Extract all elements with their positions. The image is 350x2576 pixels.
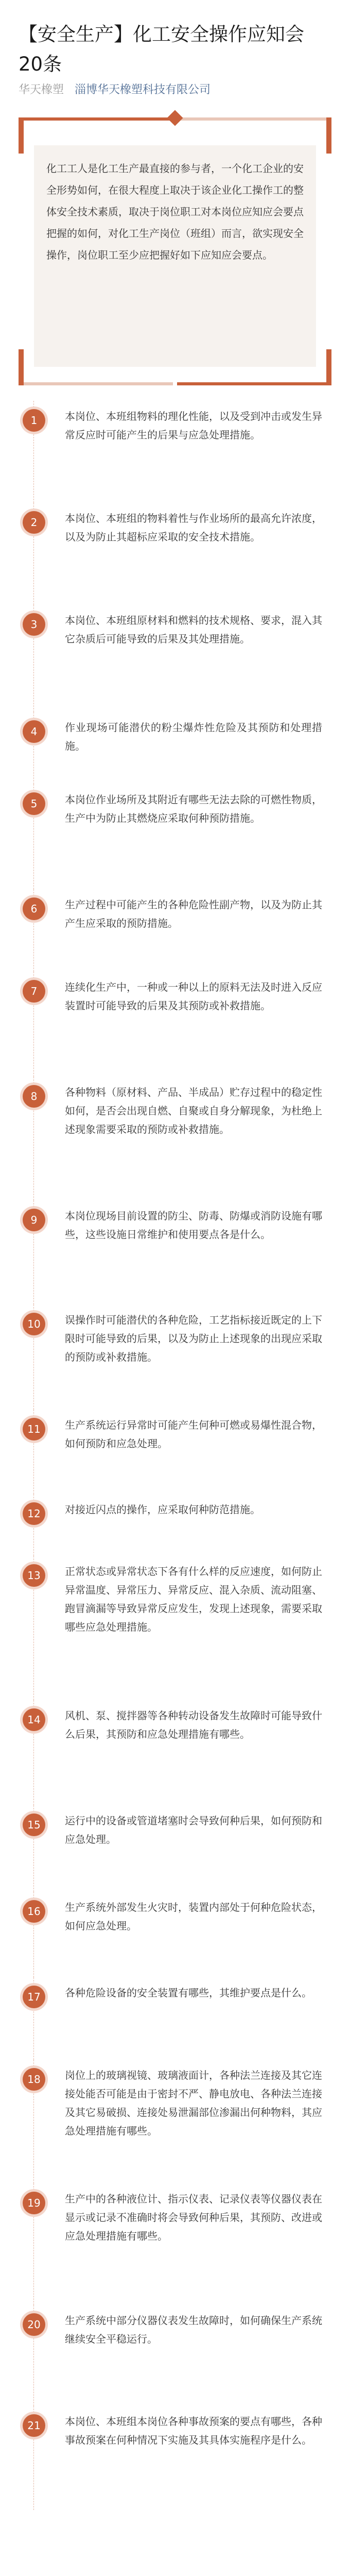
item-text: 本岗位作业场所及其附近有哪些无法去除的可燃性物质，生产中为防止其燃烧应采取何种预防措施。	[65, 793, 322, 824]
item-text: 本岗位、本班组物料的理化性能，以及受到冲击或发生异常反应时可能产生的后果与应急处理措施。	[65, 410, 322, 441]
list-item	[19, 1700, 331, 1805]
item-text: 岗位上的玻璃视镜、玻璃液面计，各种法兰连接及其它连接处能否可能是由于密封不严、静电放电、各种法兰连接及其它易破损、连接处易泄漏部位渗漏出何种物料，其应急处理措施有哪些。	[65, 2069, 322, 2137]
item-number-badge: 18	[23, 2068, 45, 2091]
list-item	[19, 1200, 331, 1304]
item-text: 本岗位、本班组本岗位各种事故预案的要点有哪些，各种事故预案在何种情况下实施及其具体实施程序是什么。	[65, 2415, 322, 2446]
item-text: 对接近闪点的操作，应采取何种防范措施。	[65, 1503, 260, 1516]
item-number-badge: 9	[23, 1209, 45, 1231]
item-number-badge: 13	[23, 1564, 45, 1587]
item-number-badge: 3	[23, 613, 45, 636]
list-item	[19, 712, 331, 784]
item-text: 风机、泵、搅拌器等各种转动设备发生故障时可能导致什么后果，其预防和应急处理措施有哪些。	[65, 1709, 322, 1740]
item-text: 运行中的设备或管道堵塞时会导致何种后果，如何预防和应急处理。	[65, 1815, 322, 1845]
list-item	[19, 784, 331, 889]
item-number-badge: 16	[23, 1900, 45, 1923]
item-number-badge: 1	[23, 409, 45, 432]
list-item	[19, 2183, 331, 2305]
item-number-badge: 4	[23, 720, 45, 743]
item-text: 生产系统外部发生火灾时，装置内部处于何种危险状态，如何应急处理。	[65, 1901, 322, 1932]
item-number-badge: 21	[23, 2414, 45, 2437]
list-item	[19, 1556, 331, 1700]
list-item	[19, 1977, 331, 2060]
list-item	[19, 1494, 331, 1556]
list-item	[19, 401, 331, 503]
item-number-badge: 15	[23, 1814, 45, 1836]
item-number-badge: 7	[23, 980, 45, 1003]
list-item	[19, 1304, 331, 1410]
item-number-badge: 14	[23, 1708, 45, 1731]
item-number-badge: 17	[23, 1986, 45, 2008]
item-text: 生产系统运行异常时可能产生何种可燃或易爆性混合物，如何预防和应急处理。	[65, 1419, 322, 1450]
item-text: 连续化生产中，一种或一种以上的原料无法及时进入反应装置时可能导致的后果及其预防或补救措施。	[65, 981, 322, 1012]
item-text: 本岗位、本班组原材料和燃料的技术规格、要求，混入其它杂质后可能导致的后果及其处理措施。	[65, 614, 322, 645]
item-text: 误操作时可能潜伏的各种危险，工艺指标接近既定的上下限时可能导致的后果，以及为防止上述现象的出现应采取的预防或补救措施。	[65, 1314, 322, 1363]
list-item	[19, 2060, 331, 2183]
article-author: 华天橡塑	[19, 83, 64, 96]
decorative-border	[177, 382, 331, 385]
item-text: 本岗位、本班组的物料着性与作业场所的最高允许浓度，以及为防止其超标应采取的安全技术措施。	[65, 512, 322, 543]
account-link[interactable]: 淄博华天橡塑科技有限公司	[75, 83, 211, 96]
item-text: 各种危险设备的安全装置有哪些，其维护要点是什么。	[65, 1987, 312, 1999]
item-text: 本岗位现场目前设置的防尘、防毒、防爆或消防设施有哪些，这些设施日常维护和使用要点各是什么。	[65, 1210, 322, 1241]
decorative-border	[19, 117, 24, 154]
item-text: 生产系统中部分仪器仪表发生故障时，如何确保生产系统继续安全平稳运行。	[65, 2314, 322, 2345]
list-item	[19, 2406, 331, 2510]
item-number-badge: 8	[23, 1085, 45, 1108]
list-item	[19, 1892, 331, 1977]
item-number-badge: 10	[23, 1313, 45, 1335]
intro-panel	[34, 145, 316, 367]
decorative-border	[19, 382, 173, 385]
item-text: 各种物料（原材料、产品、半成品）贮存过程中的稳定性如何，是否会出现自燃、自聚或自身分解现象，为杜绝上述现象需要采取的预防或补救措施。	[65, 1086, 322, 1136]
decorative-border	[326, 117, 331, 154]
item-number-badge: 20	[23, 2313, 45, 2336]
article-meta	[19, 82, 211, 98]
article-title: 【安全生产】化工安全操作应知会20条	[19, 23, 304, 75]
list-item	[19, 503, 331, 605]
decorative-border	[177, 117, 331, 121]
list-item	[19, 889, 331, 972]
item-number-badge: 2	[23, 511, 45, 534]
decorative-border	[326, 349, 331, 385]
item-text: 作业现场可能潜伏的粉尘爆炸性危险及其预防和处理措施。	[65, 721, 322, 752]
list-item	[19, 2305, 331, 2406]
item-text: 生产过程中可能产生的各种危险性副产物，以及为防止其产生应采取的预防措施。	[65, 899, 322, 929]
list-item	[19, 1410, 331, 1494]
item-text: 正常状态或异常状态下各有什么样的反应速度，如何防止异常温度、异常压力、异常反应、混入杂质、流动阻塞、跑冒滴漏等导致异常反应发生，发现上述现象，需要采取哪些应急处理措施。	[65, 1565, 322, 1633]
item-number-badge: 6	[23, 897, 45, 920]
intro-text: 化工工人是化工生产最直接的参与者，一个化工企业的安全形势如何，在很大程度上取决于该企业化工操作工的整体安全技术素质，取决于岗位职工对本岗位应知应会要点把握的如何，对化工生产岗位（班组）而言，欲实现安全操作，岗位职工至少应把握好如下应知应会要点。	[46, 162, 304, 261]
diamond-ornament-icon	[167, 110, 183, 126]
list-item	[19, 1077, 331, 1200]
item-number-badge: 5	[23, 792, 45, 815]
item-number-badge: 19	[23, 2192, 45, 2214]
decorative-border	[19, 117, 173, 121]
list-item	[19, 605, 331, 712]
intro-box	[19, 117, 331, 385]
item-number-badge: 12	[23, 1502, 45, 1525]
item-text: 生产中的各种液位计、指示仪表、记录仪表等仪器仪表在显示或记录不准确时将会导致何种后果，其预防、改进或应急处理措施有哪些。	[65, 2193, 322, 2242]
item-number-badge: 11	[23, 1418, 45, 1440]
decorative-border	[19, 349, 24, 385]
list-item	[19, 972, 331, 1077]
list-item	[19, 1805, 331, 1892]
